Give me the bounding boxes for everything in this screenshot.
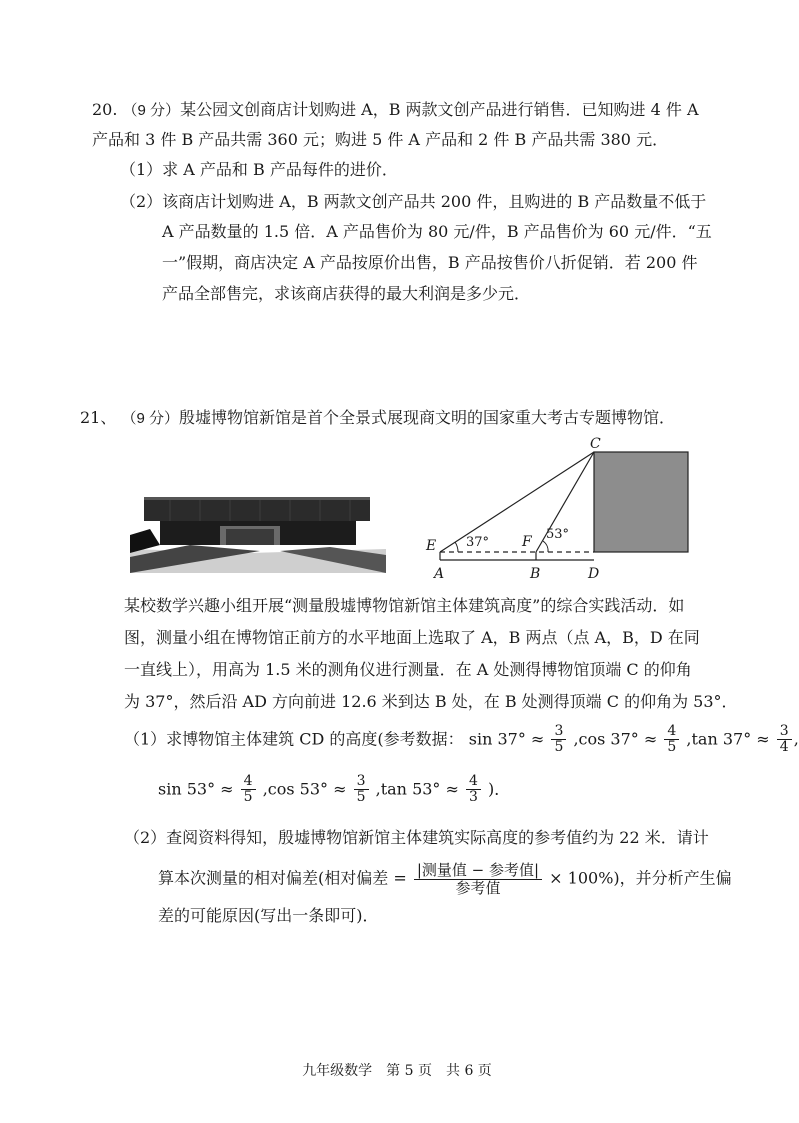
geometry-diagram — [420, 432, 720, 582]
q21-part2-pre: 算本次测量的相对偏差(相对偏差 = — [158, 868, 407, 888]
q20-header — [92, 100, 699, 120]
tan53-fraction: $\frac{4}{3}$ — [466, 774, 481, 806]
sin53-fraction: $\frac{4}{5}$ — [241, 774, 256, 806]
q20-points: （9 分） — [122, 102, 181, 119]
cos53-fraction: $\frac{3}{5}$ — [354, 774, 369, 806]
sin37-label: sin 37° ≈ — [468, 729, 545, 749]
sin53-label: sin 53° ≈ — [158, 779, 234, 799]
q21-part1-line1: （1）求博物馆主体建筑 CD 的高度(参考数据： sin 37° ≈ $\frac{3}{5}$ ,cos 37° ≈ $\frac{4}{5}$ ,tan 37° ≈ $\frac{3}{4}$ , — [124, 723, 799, 756]
q21-part2-line3: 差的可能原因(写出一条即可)． — [158, 906, 379, 925]
q20-part2-line2: A 产品数量的 1.5 倍．A 产品售价为 80 元/件，B 产品售价为 60 元/件．“五 — [162, 222, 712, 241]
tan37-fraction: $\frac{3}{4}$ — [777, 724, 792, 756]
tan53-label: ,tan 53° ≈ — [375, 779, 459, 799]
q21-body-4: 为 37°，然后沿 AD 方向前进 12.6 米到达 B 处，在 B 处测得顶端 C 的仰角为 53°． — [124, 692, 738, 711]
q21-part2-line1: （2）查阅资料得知，殷墟博物馆新馆主体建筑实际高度的参考值约为 22 米．请计 — [124, 828, 709, 847]
label-b: B — [530, 566, 541, 582]
label-f: F — [522, 534, 532, 550]
q21-intro: 殷墟博物馆新馆是首个全景式展现商文明的国家重大考古专题博物馆． — [178, 408, 675, 427]
q20-part1: （1）求 A 产品和 B 产品每件的进价． — [120, 160, 398, 179]
q21-body-1: 某校数学兴趣小组开展“测量殷墟博物馆新馆主体建筑高度”的综合实践活动．如 — [124, 596, 685, 615]
cos37-fraction: $\frac{4}{5}$ — [664, 724, 679, 756]
museum-photo — [130, 493, 386, 573]
building-cd — [594, 452, 688, 552]
q21-part2-post: × 100%)，并分析产生偏 — [549, 868, 732, 888]
q20-line-1: 某公园文创商店计划购进 A，B 两款文创产品进行销售．已知购进 4 件 A — [180, 100, 699, 119]
sight-line-e — [440, 452, 594, 552]
sin37-fraction: $\frac{3}{5}$ — [551, 724, 566, 756]
q21-part1-prefix: （1）求博物馆主体建筑 CD 的高度(参考数据： — [124, 729, 464, 749]
label-c: C — [590, 436, 601, 452]
q20-part2-line4: 产品全部售完，求该商店获得的最大利润是多少元． — [162, 284, 531, 303]
cos37-label: ,cos 37° ≈ — [573, 729, 658, 749]
q21-points: （9 分） — [121, 410, 179, 427]
label-d: D — [588, 566, 600, 582]
q20-part2-line3: 一”假期，商店决定 A 产品按原价出售，B 产品按售价八折促销．若 200 件 — [162, 253, 698, 272]
q21-body-2: 图，测量小组在博物馆正前方的水平地面上选取了 A，B 两点（点 A，B，D 在同 — [124, 628, 700, 647]
q21-part1-line2 — [158, 774, 510, 806]
relative-deviation-fraction: $\frac{\text{|测量值 − 参考值|}}{\text{参考值}}$ — [414, 862, 542, 896]
angle-37: 37° — [466, 535, 490, 550]
q20-part2-line1: （2）该商店计划购进 A，B 两款文创产品共 200 件，且购进的 B 产品数量不低于 — [120, 192, 707, 211]
q21-body-3: 一直线上），用高为 1.5 米的测角仪进行测量．在 A 处测得博物馆顶端 C 的仰角 — [124, 660, 692, 679]
q21-number: 21、 — [80, 408, 117, 427]
page-footer: 九年级数学 第 5 页 共 6 页 — [302, 1063, 492, 1079]
q21-part1-close: )． — [488, 779, 511, 799]
q20-number: 20. — [92, 100, 118, 119]
label-e: E — [426, 538, 437, 554]
q21-part2-line2 — [158, 862, 732, 896]
tan37-label: ,tan 37° ≈ — [686, 729, 770, 749]
q21-header — [80, 408, 675, 428]
q20-line-2: 产品和 3 件 B 产品共需 360 元；购进 5 件 A 产品和 2 件 B 产品共需 380 元． — [92, 130, 669, 149]
angle-53: 53° — [546, 527, 570, 542]
label-a: A — [434, 566, 445, 582]
cos53-label: ,cos 53° ≈ — [262, 779, 347, 799]
